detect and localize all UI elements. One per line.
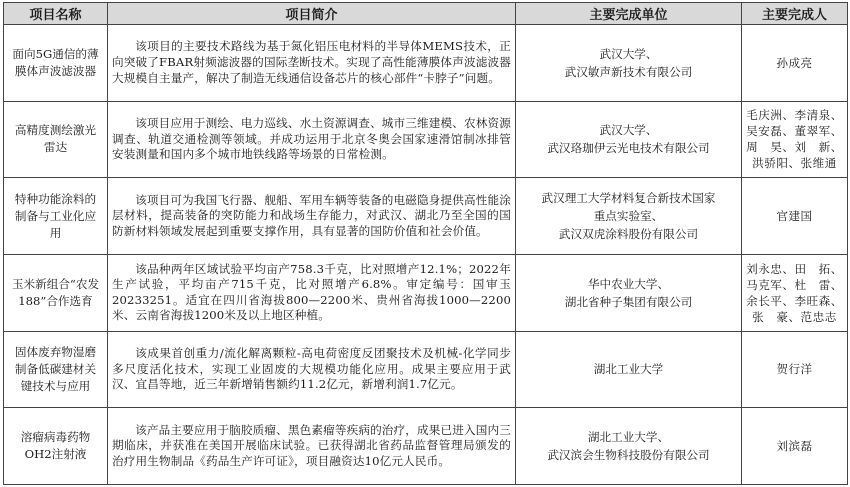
project-name-cell xyxy=(4,408,108,485)
unit-line: 湖北省种子集团有限公司 xyxy=(564,294,693,309)
main-persons-cell xyxy=(742,101,848,178)
person-line: 马克军、杜 雷、 xyxy=(746,277,843,292)
main-units-cell xyxy=(516,254,742,331)
table-row xyxy=(4,178,848,255)
project-name-line: 制备低碳建材关 xyxy=(14,361,97,376)
person-line: 刘滨磊 xyxy=(776,439,813,454)
project-summary-cell: 该品种两年区域试验平均亩产758.3千克，比对照增产12.1%；2022年生产试验，平均亩产715千克，比对照增产6.8%。审定编号：国审玉20233251。适宜在四川省海拔800—2200米、贵州省海拔1000—2200米、云南省海拔1200米及以上地区种植。 xyxy=(108,254,516,331)
unit-line: 湖北工业大学、 xyxy=(587,430,670,445)
project-name-cell xyxy=(4,25,108,102)
project-name-cell xyxy=(4,178,108,255)
project-name-line: 用 xyxy=(49,225,62,240)
table-header-row xyxy=(4,3,848,25)
unit-line: 武汉理工大学材料复合新技术国家 xyxy=(541,191,716,206)
main-persons-cell xyxy=(742,178,848,255)
unit-line: 重点实验室、 xyxy=(593,209,664,224)
project-name-cell xyxy=(4,254,108,331)
project-name-line: 面向5G通信的薄 xyxy=(12,46,99,61)
table-body xyxy=(4,25,848,485)
header-project-summary: 项目简介 xyxy=(108,3,516,25)
main-units-cell xyxy=(516,25,742,102)
person-line: 周 昊、刘 新、 xyxy=(746,140,843,155)
unit-line: 武汉敏声新技术有限公司 xyxy=(564,64,693,79)
table-row xyxy=(4,101,848,178)
person-line: 洪骄阳、张维通 xyxy=(752,156,837,171)
project-name-line: 玉米新组合“农发 xyxy=(11,276,100,291)
main-units-cell xyxy=(516,331,742,408)
table-row xyxy=(4,331,848,408)
main-units-cell xyxy=(516,178,742,255)
person-line: 毛庆洲、李清泉、 xyxy=(746,108,843,123)
main-persons-cell xyxy=(742,254,848,331)
project-name-line: 188”合作选育 xyxy=(18,293,93,308)
project-summary-cell: 该成果首创重力/流化解离颗粒-高电荷密度反团聚技术及机械-化学同步多尺度活化技术，实现工业固废的大规模功能化应用。成果主要应用于武汉、宜昌等地，近三年新增销售额约11.2亿元，新增利润1.7亿元。 xyxy=(108,331,516,408)
table-row xyxy=(4,408,848,485)
person-line: 吴安磊、董翠军、 xyxy=(746,124,843,139)
unit-line: 华中农业大学、 xyxy=(587,276,670,291)
main-units-cell xyxy=(516,408,742,485)
table-row xyxy=(4,254,848,331)
project-name-line: 雷达 xyxy=(43,140,68,155)
person-line: 官建国 xyxy=(776,209,813,224)
project-name-line: 特种功能涂料的 xyxy=(14,191,97,206)
header-main-units: 主要完成单位 xyxy=(516,3,742,25)
unit-line: 武汉滨会生物科技股份有限公司 xyxy=(547,448,710,463)
unit-line: 武汉大学、 xyxy=(599,46,658,61)
person-line: 刘永忠、田 拓、 xyxy=(746,261,843,276)
unit-line: 武汉珞珈伊云光电技术有限公司 xyxy=(547,141,710,156)
main-persons-cell xyxy=(742,25,848,102)
project-summary-cell: 该项目应用于测绘、电力巡线、水土资源调查、城市三维建模、农林资源调查、轨道交通检测等领域。并成功运用于北京冬奥会国家速滑馆制冰排管安装测量和国内多个城市地铁线路等场景的日常检测。 xyxy=(108,101,516,178)
unit-line: 武汉双虎涂料股份有限公司 xyxy=(558,227,699,242)
project-summary-cell: 该项目可为我国飞行器、舰船、军用车辆等装备的电磁隐身提供高性能涂层材料，提高装备的突防能力和战场生存能力，对武汉、湖北乃至全国的国防新材料领域发展起到重要支撑作用，具有显著的国防价值和社会价值。 xyxy=(108,178,516,255)
achievements-table xyxy=(3,2,848,485)
person-line: 孙成亮 xyxy=(776,55,813,70)
project-summary-cell: 该项目的主要技术路线为基于氮化铝压电材料的半导体MEMS技术，正向突破了FBAR射频滤波器的国际垄断技术。实现了高性能薄膜体声波滤波器大规模自主量产，解决了制造无线通信设备芯片的核心部件“卡脖子”问题。 xyxy=(108,25,516,102)
project-name-line: OH2注射液 xyxy=(24,447,87,462)
main-units-cell xyxy=(516,101,742,178)
project-name-line: 溶瘤病毒药物 xyxy=(20,430,91,445)
main-persons-cell xyxy=(742,331,848,408)
project-name-cell xyxy=(4,101,108,178)
project-name-line: 膜体声波滤波器 xyxy=(14,63,97,78)
person-line: 余长平、李旺森、 xyxy=(746,293,843,308)
project-name-line: 高精度测绘激光 xyxy=(14,123,97,138)
unit-line: 武汉大学、 xyxy=(599,123,658,138)
project-summary-cell: 该产品主要应用于脑胶质瘤、黑色素瘤等疾病的治疗，成果已进入国内三期临床，并获准在美国开展临床试验。已获得湖北省药品监督管理局颁发的治疗用生物制品《药品生产许可证》，项目融资达10亿元人民币。 xyxy=(108,408,516,485)
project-name-line: 制备与工业化应 xyxy=(14,208,97,223)
header-project-name: 项目名称 xyxy=(4,3,108,25)
header-main-persons: 主要完成人 xyxy=(742,3,848,25)
main-persons-cell xyxy=(742,408,848,485)
person-line: 张 豪、范忠志 xyxy=(752,309,837,324)
person-line: 贺行洋 xyxy=(776,362,813,377)
unit-line: 湖北工业大学 xyxy=(593,362,664,377)
project-name-line: 键技术与应用 xyxy=(20,378,91,393)
project-name-line: 固体废弃物湿磨 xyxy=(14,344,97,359)
table-row xyxy=(4,25,848,102)
project-name-cell xyxy=(4,331,108,408)
